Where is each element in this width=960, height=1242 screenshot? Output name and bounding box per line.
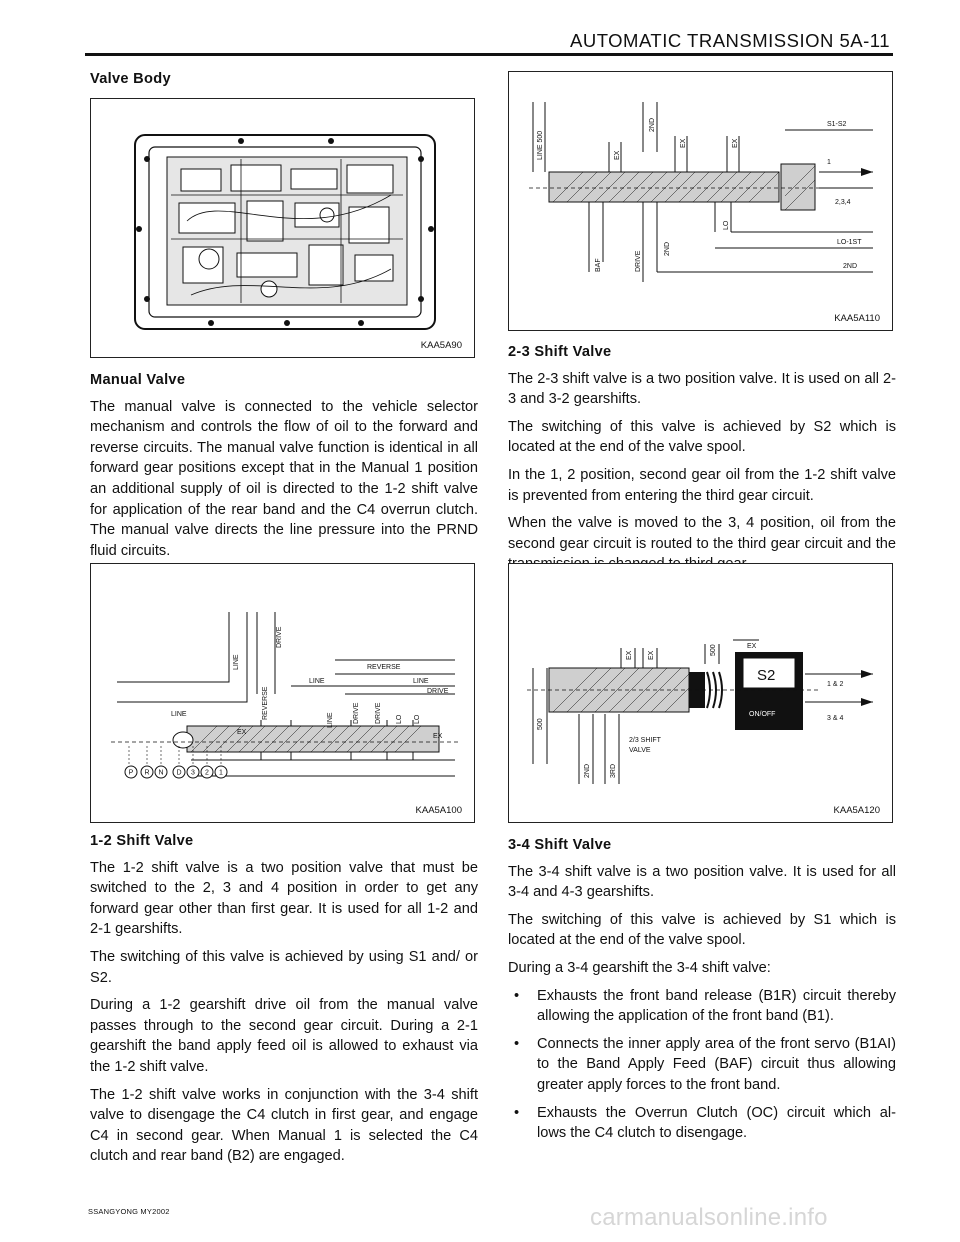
valve-body-heading: Valve Body: [90, 71, 171, 87]
gear-234-label: 2,3,4: [835, 199, 851, 206]
shift-34-heading: 3-4 Shift Valve: [508, 837, 612, 853]
reverse-label: REVERSE: [262, 686, 269, 720]
s1s2-label: S1-S2: [827, 121, 847, 128]
paragraph: During a 1-2 gearshift drive oil from the manual valve passes through to the second gear circuit. During a 2-1 gearshift the band apply feed oil is allowed to exhaust via the 1-2 shift valve.: [90, 997, 478, 1075]
figure-id: KAA5A90: [420, 340, 462, 351]
gear-1-label: 1: [827, 159, 831, 166]
line-label: LINE: [171, 711, 187, 718]
paragraph: The switching of this valve is achieved by S2 which is located at the end of the valve spool.: [508, 418, 896, 456]
2nd-label: 2ND: [584, 763, 591, 778]
selector-position: 3: [191, 769, 195, 777]
drive-label: DRIVE: [375, 702, 382, 724]
paragraph: The switching of this valve is achieved by S1 which is located at the end of the valve spool.: [508, 911, 896, 949]
gear-12-label: 1 & 2: [827, 681, 844, 688]
selector-position: D: [176, 769, 182, 777]
ex-label: EX: [626, 650, 633, 660]
ex-label: EX: [614, 150, 621, 160]
drive-label: DRIVE: [635, 250, 642, 272]
bullet-item: • Connects the inner apply area of the front servo (B1AI) to the Band Apply Feed (BAF) circuit thus allowing greater apply forces to the front band.: [508, 1034, 896, 1096]
ex-label: EX: [433, 733, 443, 740]
ex-label: EX: [747, 643, 757, 650]
ex-label: EX: [237, 729, 247, 736]
2nd-label: 2ND: [649, 117, 656, 132]
valve-body-drawing: [91, 99, 474, 357]
ex-label: EX: [648, 650, 655, 660]
500-label: 500: [537, 718, 544, 730]
shift-23-figure: [508, 71, 893, 331]
paragraph: The 3-4 shift valve is a two position valve. It is used for all 3-4 and 4-3 gearshifts.: [508, 863, 896, 901]
line-label: LINE: [413, 678, 429, 685]
manual-valve-figure: [90, 563, 475, 823]
page-header-title: AUTOMATIC TRANSMISSION 5A-11: [570, 30, 890, 51]
reverse-label: REVERSE: [367, 664, 401, 671]
valve-body-figure: [90, 98, 475, 358]
watermark: carmanualsonline.info: [590, 1204, 828, 1231]
shift-valve-label: 2/3 SHIFT: [629, 737, 661, 744]
paragraph: The 2-3 shift valve is a two position valve. It is used on all 2-3 and 3-2 gearshifts.: [508, 370, 896, 408]
selector-position: 1: [219, 769, 223, 777]
shift-34-figure: [508, 563, 893, 823]
manual-valve-drawing: [91, 564, 474, 822]
500-label: 500: [710, 644, 717, 656]
2nd-label: 2ND: [843, 263, 858, 270]
baf-label: BAF: [595, 258, 602, 272]
selector-position: 2: [205, 769, 209, 777]
lo1st-label: LO-1ST: [837, 239, 862, 246]
drive-label: DRIVE: [427, 688, 449, 695]
manual-valve-heading: Manual Valve: [90, 372, 186, 388]
header-rule: [85, 53, 893, 56]
drive-label: DRIVE: [276, 626, 283, 648]
selector-position: N: [158, 769, 164, 777]
line-label: LINE: [327, 712, 334, 728]
line-label: LINE: [309, 678, 325, 685]
manual-valve-paragraph: The manual valve is connected to the vehicle selector mechanism and controls the flow of oil to the forward and reverse circuits. The manual valve function is identical in all forward gear positions except that in the Manual 1 position an additional supply of oil is directed to the 1-2 shift valve for application of the rear band and the C4 overrun clutch. The manual valve directs the line pressure into the PRND fluid circuits.: [90, 398, 478, 559]
lo-label: LO: [723, 220, 730, 230]
2nd-label: 2ND: [664, 241, 671, 256]
paragraph: The 1-2 shift valve is a two position valve that must be switched to the 2, 3 and 4 position in order to get any forward gear other than first gear. It is used for all 1-2 and 2-1 gearshifts.: [90, 859, 478, 938]
paragraph: The 1-2 shift valve works in conjunction with the 3-4 shift valve to disengage the C4 clutch in first gear, and engage C4 in second gear. When Manual 1 is selected the C4 clutch and rear band (B2) are engaged.: [90, 1086, 478, 1165]
lo-label: LO: [414, 714, 421, 724]
shift-12-heading: 1-2 Shift Valve: [90, 833, 194, 849]
bullet-item: • Exhausts the Overrun Clutch (OC) circuit which al- lows the C4 clutch to disengage.: [508, 1103, 896, 1144]
drive-label: DRIVE: [353, 702, 360, 724]
onoff-label: ON/OFF: [749, 711, 776, 718]
paragraph: The switching of this valve is achieved by using S1 and/ or S2.: [90, 948, 478, 986]
shift-23-section: [508, 342, 896, 582]
ex-label: EX: [732, 138, 739, 148]
figure-id: KAA5A100: [415, 805, 462, 816]
paragraph: During a 3-4 gearshift the 3-4 shift valve:: [508, 959, 771, 976]
paragraph: In the 1, 2 position, second gear oil from the 1-2 shift valve is prevented from entering the third gear circuit.: [508, 466, 896, 504]
line500-label: LINE 500: [537, 130, 544, 160]
footer-model: SSANGYONG MY2002: [88, 1207, 170, 1216]
paragraph: When the valve is moved to the 3, 4 position, oil from the second gear circuit is routed to the third gear circuit and the: [508, 515, 896, 552]
shift-23-drawing: [509, 72, 892, 330]
shift-12-section: [90, 831, 478, 1174]
line-label: LINE: [233, 654, 240, 670]
bullet-item: • Exhausts the front band release (B1R) circuit thereby allowing the application of the front band (B1).: [508, 986, 896, 1027]
shift-23-heading: 2-3 Shift Valve: [508, 344, 612, 360]
bullet-list: [508, 986, 896, 1144]
shift-valve-label: VALVE: [629, 747, 651, 754]
3rd-label: 3RD: [610, 763, 617, 778]
shift-34-drawing: [509, 564, 892, 822]
manual-valve-section: [90, 370, 478, 568]
gear-34-label: 3 & 4: [827, 715, 844, 722]
ex-label: EX: [680, 138, 687, 148]
s2-label: S2: [757, 667, 776, 684]
figure-id: KAA5A120: [833, 805, 880, 816]
lo-label: LO: [396, 714, 403, 724]
selector-position: R: [144, 769, 150, 777]
shift-34-section: [508, 835, 896, 1151]
selector-position: P: [128, 769, 134, 777]
figure-id: KAA5A110: [834, 313, 880, 324]
